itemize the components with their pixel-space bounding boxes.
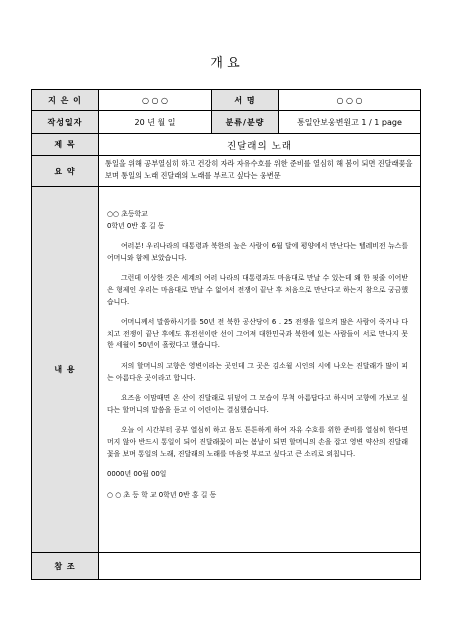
subject-row — [32, 134, 420, 156]
reference-row — [32, 553, 420, 579]
summary-value: 통일을 위해 공부열심히 하고 건강히 자라 자유수호를 위한 준비를 열심히 해 봄이 되면 진달래꽃을 보며 통일의 노래 진달래의 노래를 부르고 싶다는 웅변문 — [105, 159, 413, 180]
signature-label: 서 명 — [211, 90, 278, 110]
reference-label: 참 조 — [32, 553, 99, 579]
author-label: 지 은 이 — [32, 90, 99, 110]
reference-value — [99, 553, 420, 579]
speech-text — [99, 187, 420, 552]
content-label: 내 용 — [32, 187, 99, 552]
author-row — [32, 90, 420, 111]
summary-form-table — [31, 89, 421, 580]
paragraph-6: 오늘 이 시간부터 공부 열심히 하고 몸도 튼튼하게 하여 자유 수호를 위한 준비를 열심히 한다면 머지 않아 반드시 통일이 되어 진달래꽃이 피는 봄날이 되면 할머니의 손을 잡고 영변 약산의 진달래꽃을 보며 통일의 노래, 진달래의 노래를 마음껏 부르고 싶다고 큰 소리로 외칩니다. — [107, 426, 408, 458]
signature-value: ○ ○ ○ — [278, 90, 420, 110]
date-row — [32, 111, 420, 134]
category-label: 분류/분량 — [211, 111, 278, 133]
paragraph-2: 그런데 이상한 것은 세계의 여러 나라의 대통령과도 마음대로 만날 수 있는데 왜 한 핏줄 이어받은 형제인 우리는 마음대로 만날 수 없어서 전쟁이 끝난 후 처음으로 만난다고 하는지 참으로 궁금했습니다. — [107, 274, 408, 306]
speech-date: 0000년 00월 00일 — [107, 470, 167, 479]
paragraph-1: 여러분! 우리나라의 대통령과 북한의 높은 사람이 6월 달에 평양에서 만난다는 텔레비전 뉴스를 어머니와 함께 보았습니다. — [107, 242, 408, 262]
speech-signoff: ○ ○ 초 등 학 교 0학년 0반 홍 길 동 — [107, 490, 217, 499]
subject-label: 제 목 — [32, 134, 99, 155]
paragraph-5: 요즈음 이맘때면 온 산이 진달래로 뒤덮어 그 모습이 무척 아름답다고 하시며 고향에 가보고 싶다는 할머니의 말씀을 듣고 이 어린이는 결심했습니다. — [107, 394, 408, 414]
greeting-school: ○○ 초등학교 — [107, 210, 148, 218]
category-value: 통일안보웅변원고 1 / 1 page — [278, 111, 420, 133]
author-value: ○ ○ ○ — [141, 95, 169, 105]
date-label: 작성일자 — [32, 111, 99, 133]
greeting-student: 0학년 0반 홍 길 동 — [107, 221, 165, 230]
summary-label: 요 약 — [32, 156, 99, 186]
summary-row — [32, 156, 420, 187]
paragraph-3: 어머니께서 말씀하시기를 50년 전 북한 공산당이 6 . 25 전쟁을 일으켜 많은 사람이 죽거나 다치고 전쟁이 끝난 후에도 휴전선이란 선이 그어져 대한민국과 북한에 있는 사람들이 서로 만나지 못한 세월이 50년이 흘렀다고 했습니다. — [107, 318, 408, 350]
content-row — [32, 187, 420, 553]
paragraph-4: 저의 할머니의 고향은 영변이라는 곳인데 그 곳은 김소월 시인의 시에 나오는 진달래가 많이 피는 아름다운 곳이라고 합니다. — [107, 361, 408, 382]
document-title: 개 요 — [210, 56, 240, 71]
subject-value: 진달래의 노래 — [226, 140, 293, 152]
date-value: 20 년 월 일 — [134, 117, 176, 127]
